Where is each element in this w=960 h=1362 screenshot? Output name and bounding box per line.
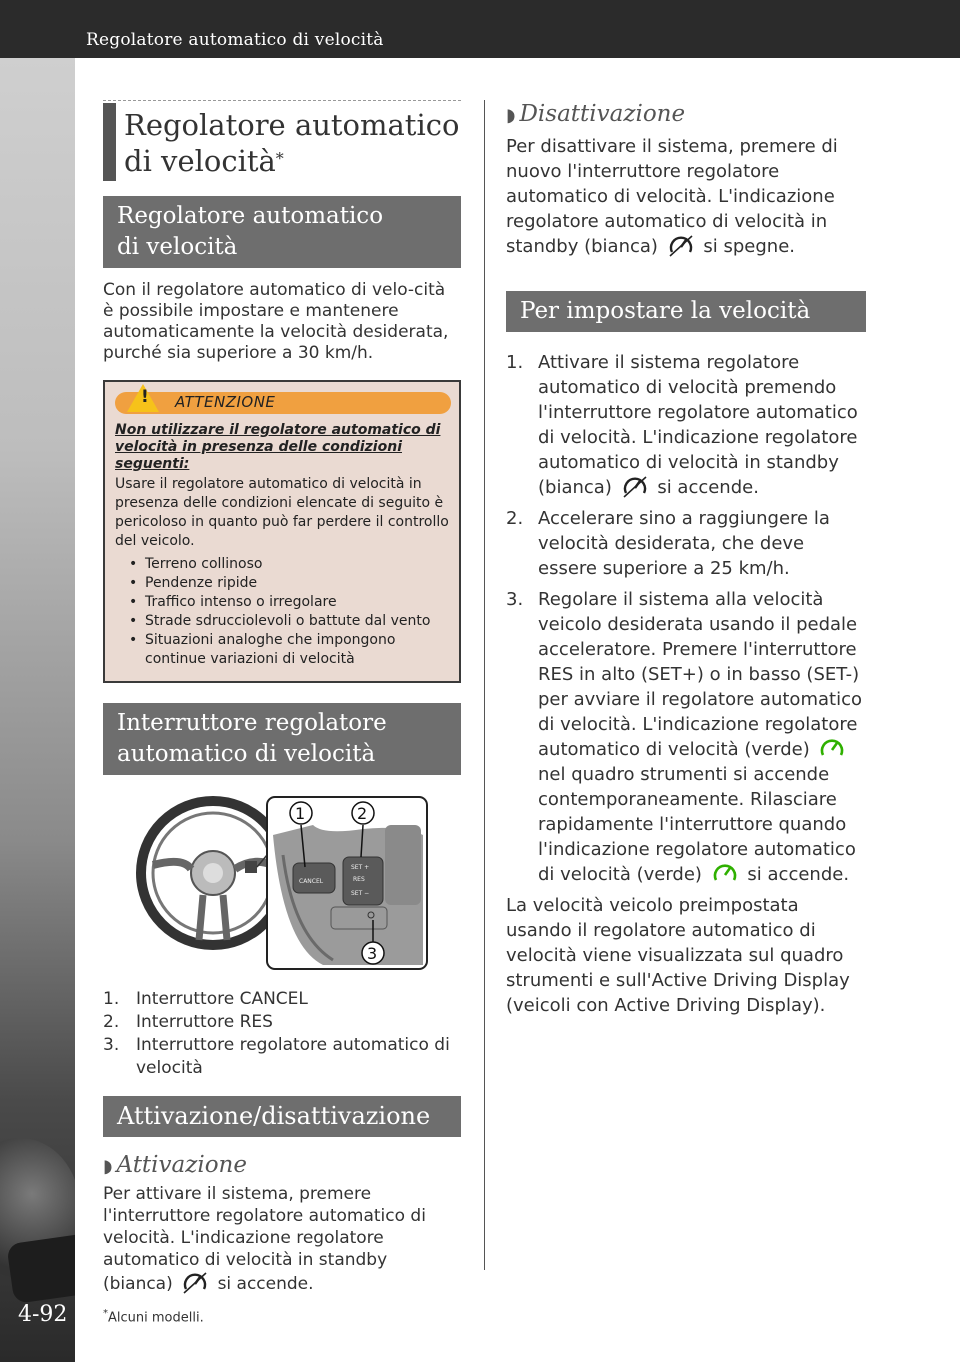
section-heading-activation: Attivazione/disattivazione [103, 1096, 461, 1137]
console-photo [6, 1232, 75, 1304]
title-bar [103, 103, 116, 181]
page-number: 4-92 [18, 1302, 68, 1327]
main-title-line1: Regolatore automatico [124, 108, 460, 142]
list-item: • Pendenze ripide [115, 574, 451, 593]
callout-1-text: 1 [295, 804, 306, 823]
main-title-line2: di velocità [124, 144, 276, 178]
side-photo-strip [0, 58, 75, 1362]
chevron-icon: ◗ [103, 1156, 113, 1177]
warning-list [115, 555, 451, 669]
list-item: • Terreno collinoso [115, 555, 451, 574]
cruise-standby-icon [668, 234, 694, 258]
cruise-intro: Con il regolatore automatico di velo-cità è possibile impostare e mantenere automaticamente la velocità desiderata, purché sia superiore a 30 km/h. [103, 280, 449, 363]
callout-2-text: 2 [357, 804, 368, 823]
warning-box [103, 380, 461, 683]
disattivazione-text: Per disattivare il sistema, premere di nuovo l'interruttore regolatore automatico di velocità. L'indicazione regolatore automatico di velocità in standby (bianca) si spegne. [506, 136, 838, 257]
btn-cancel-label: CANCEL [299, 878, 324, 885]
subhead-disattivazione: ◗ Disattivazione [506, 101, 686, 127]
asterisk: * [275, 149, 284, 168]
chevron-icon: ◗ [506, 105, 516, 126]
list-item: • Strade sdrucciolevoli o battute dal vento [115, 612, 451, 631]
warning-label: ATTENZIONE [175, 393, 276, 411]
section-heading-switch: Interruttore regolatore automatico di velocità [103, 703, 461, 775]
list-item: 3. Regolare il sistema alla velocità veicolo desiderata usando il pedale acceleratore. Premere l'interruttore RES in alto (SET+) o in basso (SET-) per avviare il regolatore automatico di velocità. L'indicazione regolatore automatico di velocità (verde) nel quadro strumenti si accende contemporaneamente. Rilasciare rapidamente l'interruttore quando l'indicazione regolatore automatico di velocità (verde) si accende. [506, 589, 862, 885]
steering-wheel-figure [133, 795, 463, 980]
callout-3-text: 3 [367, 944, 378, 963]
warning-subtitle: Non utilizzare il regolatore automatico di velocità in presenza delle condizioni seguenti: [115, 422, 441, 472]
column-divider [484, 100, 485, 1270]
btn-setminus-label: SET − [351, 890, 370, 897]
warning-header: ! ATTENZIONE [115, 392, 451, 414]
attivazione-text: Per attivare il sistema, premere l'interruttore regolatore automatico di velocità. L'indicazione regolatore automatico di velocità in standby (bianca) si accende. [103, 1184, 426, 1294]
btn-res-label: RES [353, 876, 365, 883]
left-column [103, 100, 461, 1295]
section-heading-set-speed: Per impostare la velocità [506, 291, 866, 332]
right-column [506, 100, 866, 1018]
switch-list [103, 988, 461, 1080]
list-item: 3. Interruttore regolatore automatico di velocità [103, 1035, 450, 1078]
list-item: 2. Interruttore RES [103, 1012, 273, 1032]
cruise-active-icon [712, 862, 738, 886]
top-bar [0, 0, 960, 58]
list-item: 2. Accelerare sino a raggiungere la velocità desiderata, che deve essere superiore a 25 km/h. [506, 508, 830, 579]
header-title: Regolatore automatico di velocità [86, 30, 384, 50]
list-item: • Situazioni analoghe che impongono continue variazioni di velocità [115, 631, 451, 669]
set-speed-closing: La velocità veicolo preimpostata usando il regolatore automatico di velocità viene visualizzata sul quadro strumenti e sull'Active Driving Display (veicoli con Active Driving Display). [506, 895, 850, 1016]
list-item: 1. Interruttore CANCEL [103, 989, 308, 1009]
set-speed-steps [506, 350, 866, 887]
btn-setplus-label: SET + [351, 864, 370, 871]
steering-wheel-illustration [133, 795, 463, 980]
list-item: • Traffico intenso o irregolare [115, 593, 451, 612]
section-heading-cruise: Regolatore automatico di velocità [103, 196, 461, 268]
main-title [103, 100, 461, 182]
list-item: 1. Attivare il sistema regolatore automatico di velocità premendo l'interruttore regolatore automatico di velocità. L'indicazione regolatore automatico di velocità in standby (bianca) si accende. [506, 352, 858, 498]
cruise-standby-icon [622, 475, 648, 499]
warning-body: Usare il regolatore automatico di velocità in presenza delle condizioni elencate di seguito è pericoloso in quanto può far perdere il controllo del veicolo. [115, 476, 449, 549]
cruise-active-icon [819, 737, 845, 761]
subhead-attivazione: ◗ Attivazione [103, 1152, 247, 1178]
footnote: *Alcuni modelli. [103, 1308, 204, 1326]
cruise-standby-icon [182, 1271, 208, 1295]
